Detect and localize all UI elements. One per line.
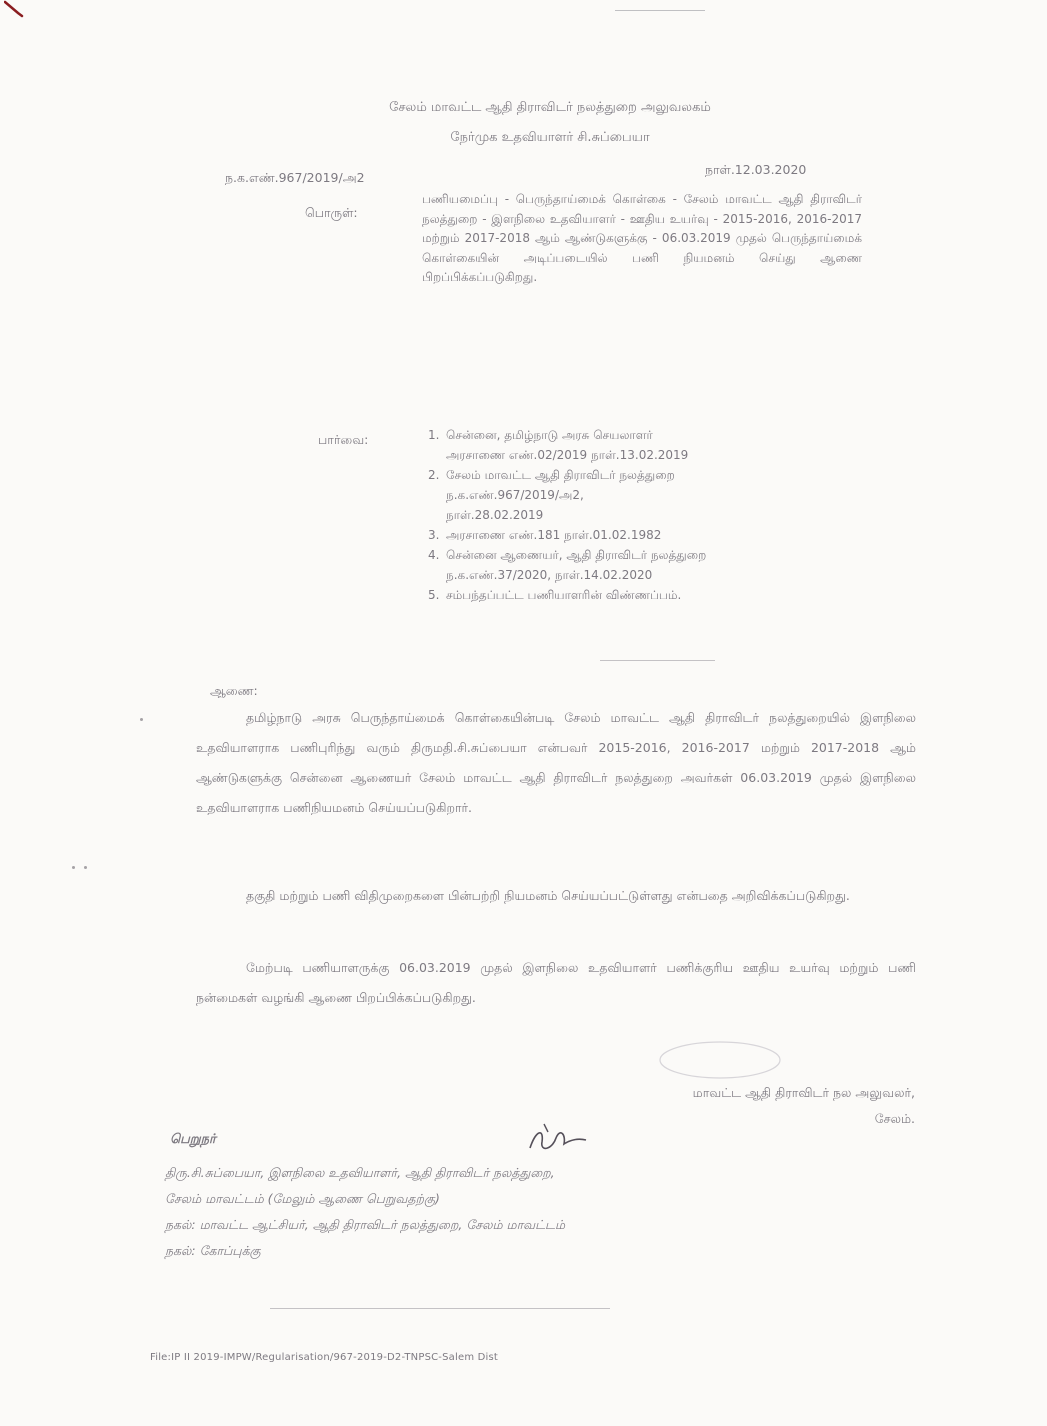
handwritten-signature [522, 1120, 592, 1160]
references-list [428, 425, 858, 605]
order-paragraph-3: மேற்படி பணியாளருக்கு 06.03.2019 முதல் இளநிலை உதவியாளர் பணிக்குரிய ஊதிய உயர்வு மற்றும் பணி நன்மைகள் வழங்கி ஆணை பிறப்பிக்கப்படுகிறது. [196, 960, 916, 1005]
top-edge-line [615, 10, 705, 11]
bottom-divider [270, 1308, 610, 1309]
signatory-place: சேலம். [874, 1111, 915, 1126]
letterhead-officer: நேர்முக உதவியாளர் சி.சுப்பையா [450, 130, 650, 145]
subject-text: பணியமைப்பு - பெருந்தாய்மைக் கொள்கை - சேலம் மாவட்ட ஆதி திராவிடர் நலத்துறை - இளநிலை உதவியாளர் - ஊதிய உயர்வு - 2015-2016, 2016-2017 மற்றும் 2017-2018 ஆம் ஆண்டுகளுக்கு - 06.03.2019 முதல் பெருந்தாய்மைக் கொள்கையின் அடிப்படையில் பணி நியமனம் செய்து ஆணை பிறப்பிக்கப்படுகிறது. [422, 192, 862, 284]
signatory-title: மாவட்ட ஆதி திராவிடர் நல அலுவலர், [692, 1085, 915, 1100]
section-divider [600, 660, 715, 661]
corner-pen-mark [4, 0, 34, 22]
letterhead [270, 100, 830, 160]
order-date: நாள்.12.03.2020 [705, 162, 807, 177]
reference-number: ந.க.எண்.967/2019/அ2 [225, 170, 365, 185]
reference-item: 2. சேலம் மாவட்ட ஆதி திராவிடர் நலத்துறை ந.க.எண்.967/2019/அ2, நாள்.28.02.2019 [428, 468, 675, 522]
reference-item: 3. அரசாணை எண்.181 நாள்.01.02.1982 [428, 528, 662, 542]
margin-dot [140, 718, 143, 721]
file-path-footer: File:IP II 2019-IMPW/Regularisation/967-2019-D2-TNPSC-Salem Dist [150, 1352, 499, 1363]
order-title: ஆணை: [210, 683, 258, 698]
reference-item: 1. சென்னை, தமிழ்நாடு அரசு செயலாளர் அரசாணை எண்.02/2019 நாள்.13.02.2019 [428, 428, 689, 462]
order-paragraph-1: தமிழ்நாடு அரசு பெருந்தாய்மைக் கொள்கையின்படி சேலம் மாவட்ட ஆதி திராவிடர் நலத்துறையில் இளநிலை உதவியாளராக பணிபுரிந்து வரும் திருமதி.சி.சுப்பையா என்பவர் 2015-2016, 2016-2017 மற்றும் 2017-2018 ஆம் ஆண்டுகளுக்கு சென்னை ஆணையர் சேலம் மாவட்ட ஆதி திராவிடர் நலத்துறை அவர்கள் 06.03.2019 முதல் இளநிலை உதவியாளராக பணிநியமனம் செய்யப்படுகிறார். [196, 710, 916, 815]
recipient-label: பெறுநர் [170, 1132, 216, 1147]
margin-dot [72, 866, 75, 869]
reference-item: 4. சென்னை ஆணையர், ஆதி திராவிடர் நலத்துறை ந.க.எண்.37/2020, நாள்.14.02.2020 [428, 548, 707, 582]
letterhead-office: சேலம் மாவட்ட ஆதி திராவிடர் நலத்துறை அலுவலகம் [389, 100, 711, 115]
subject-label: பொருள்: [305, 205, 358, 220]
recipient-lines: திரு.சி.சுப்பையா, இளநிலை உதவியாளர், ஆதி திராவிடர் நலத்துறை, சேலம் மாவட்டம் (மேலும் ஆணை பெறுவதற்கு) நகல்: மாவட்ட ஆட்சியர், ஆதி திராவிடர் நலத்துறை, சேலம் மாவட்டம் நகல்: கோப்புக்கு [165, 1165, 566, 1258]
margin-dot [84, 866, 87, 869]
order-paragraph-2: தகுதி மற்றும் பணி விதிமுறைகளை பின்பற்றி நியமனம் செய்யப்பட்டுள்ளது என்பதை அறிவிக்கப்படுகிறது. [246, 888, 850, 903]
signatory-block [585, 1080, 915, 1132]
references-label: பார்வை: [318, 432, 369, 447]
reference-item: 5. சம்பந்தப்பட்ட பணியாளரின் விண்ணப்பம். [428, 588, 682, 602]
